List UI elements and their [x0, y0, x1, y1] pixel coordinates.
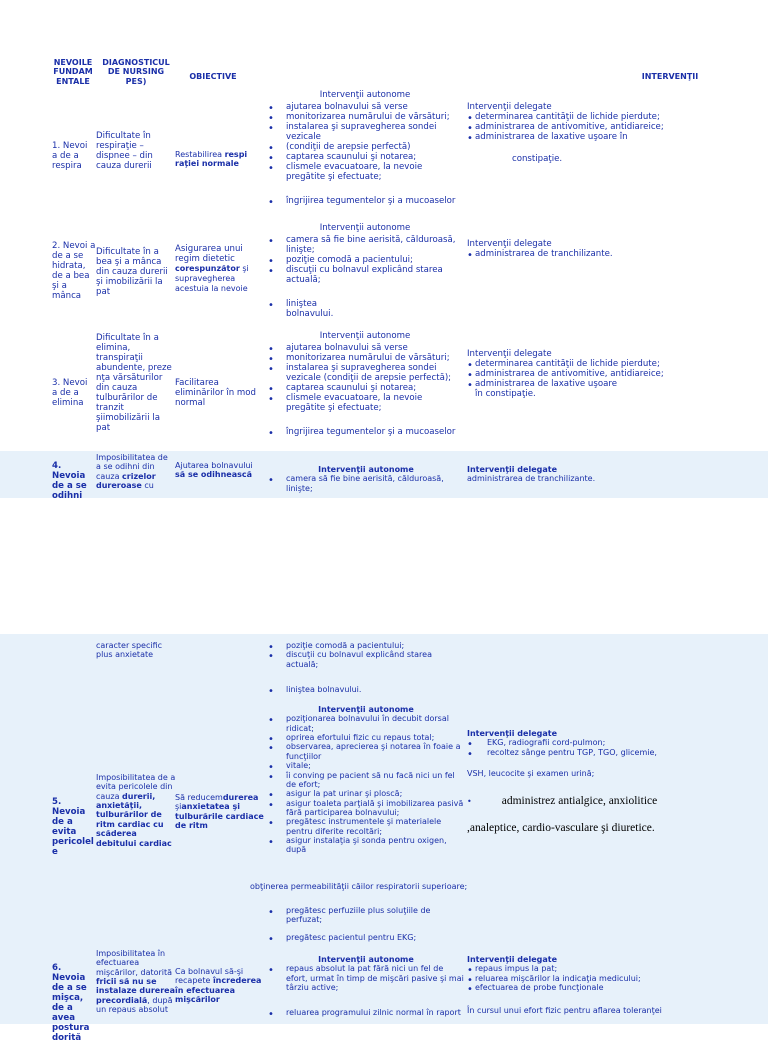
row2-delegated-title: Intervenţii delegate	[467, 239, 552, 249]
list-item: • ajutarea bolnavului să verse	[268, 102, 464, 112]
row4-delegated	[467, 465, 737, 484]
list-item: • (condiţii de arepsie perfectă)	[268, 142, 464, 152]
row5-delegated	[467, 729, 737, 778]
row4-autonomous-title: Intervenţii autonome	[318, 465, 414, 474]
row2-autonomous-title: Intervenţii autonome	[319, 223, 411, 233]
row5-delegated-extra: VSH, leucocite şi examen urină;	[467, 769, 595, 779]
list-item: • instalarea şi supravegherea sondei vezicale	[268, 122, 464, 142]
row5-autonomous-cont: obţinerea permeabilităţii căilor respiratorii superioare;	[250, 882, 468, 891]
row4-autonomous	[268, 465, 464, 493]
list-item: • discuţii cu bolnavul explicând starea actuală;	[268, 650, 464, 669]
list-item: • administrarea de antivomitive, antidiareice;	[467, 122, 737, 132]
row3-diagnosis: Dificultate în a elimina, transpiraţii abundente, preze nţa vărsăturilor din cauza tulburărilor de tranzit şiimobilizării la pat	[96, 333, 172, 434]
list-item: • instalarea şi supravegherea sondei vezicale (condiţii de arepsie perfectă);	[268, 363, 464, 383]
row5-diagnosis: Imposibilitatea de a evita pericolele din cauza durerii, anxietăţii, tulburărilor de ritm cardiac cu scăderea debitului cardiac	[96, 773, 176, 848]
list-item: • monitorizarea numărului de vărsături;	[268, 353, 464, 363]
list-item: • îngrijirea tegumentelor şi a mucoaselor	[268, 196, 464, 206]
list-item: • determinarea cantităţii de lichide pierdute;	[467, 112, 737, 122]
row5-need: 5. Nevoia de a evita pericolel e	[52, 797, 94, 858]
list-item: • discuţii cu bolnavul explicând starea actuală;	[268, 265, 464, 285]
list-item: • vitale;	[268, 761, 464, 770]
row3-need: 3. Nevoi a de a elimina	[52, 378, 88, 409]
row6-diagnosis: Imposibilitatea în efectuarea mişcărilor, datorită fricii să nu se instalaze durerea precordială, după un repaus absolut	[96, 949, 175, 1015]
row2-diagnosis: Dificultate în a bea şi a mânca din cauza durerii şi imobilizării la pat	[96, 247, 168, 298]
row2-autonomous-list	[268, 235, 464, 319]
list-item: • liniştea bolnavului.	[268, 685, 464, 694]
row2-need: 2. Nevoi a de a se hidrata, de a bea şi a mânca	[52, 241, 96, 302]
row6-need: 6. Nevoia de a se mişca, de a avea postura dorită	[52, 963, 90, 1043]
row6-autonomous-title: Intervenţii autonome	[318, 955, 414, 964]
row3-autonomous-title: Intervenţii autonome	[319, 331, 411, 341]
list-item: • îngrijirea tegumentelor şi a mucoaselor	[268, 427, 464, 437]
list-item: • poziţionarea bolnavului în decubit dorsal ridicat;	[268, 714, 464, 733]
list-item: • EKG, radiografii cord-pulmon;	[467, 738, 737, 747]
row5-autonomous	[268, 705, 464, 855]
row1-delegated-title: Intervenţii delegate	[467, 102, 552, 112]
row5-delegated-title: Intervenţii delegate	[467, 729, 557, 738]
header-needs: NEVOILE FUNDAM ENTALE	[53, 58, 93, 86]
list-item: • administrarea de laxative uşoare în constipaţie.	[467, 379, 625, 399]
header-interventions: INTERVENŢII	[641, 72, 699, 81]
list-item: • captarea scaunului şi notarea;	[268, 152, 464, 162]
list-item: • determinarea cantităţii de lichide pierdute;	[467, 359, 737, 369]
list-item: • asigur la pat urinar şi ploscă;	[268, 789, 464, 798]
list-item: • asigur toaleta parţială şi imobilizarea pasivă fără participarea bolnavului;	[268, 799, 464, 818]
row4-delegated-title: Intervenţii delegate	[467, 465, 557, 474]
row4-delegated-text: administrarea de tranchilizante.	[467, 474, 596, 484]
row5-autonomous-more-1	[268, 906, 464, 925]
list-item: • observarea, aprecierea şi notarea în foaie a funcţiilor	[268, 742, 464, 761]
list-item: • captarea scaunului şi notarea;	[268, 383, 464, 393]
list-item: • administrarea de laxative uşoare în	[467, 132, 737, 142]
list-item: • reluarea programului zilnic normal în raport	[268, 1008, 464, 1017]
row4-objective: Ajutarea bolnavului să se odihnească	[175, 461, 253, 480]
row3-delegated	[467, 349, 737, 399]
header-objectives: OBIECTIVE	[189, 72, 237, 81]
list-item: • camera să fie bine aerisită, călduroasă, linişte;	[268, 474, 464, 493]
list-item: • repaus absolut la pat fără nici un fel de efort, urmat în timp de mişcări pasive şi mai târziu active;	[268, 964, 464, 992]
list-item: • liniştea bolnavului.	[268, 299, 346, 319]
list-item: • clismele evacuatoare, la nevoie pregătite şi efectuate;	[268, 162, 464, 182]
row1-autonomous-title: Intervenţii autonome	[319, 90, 411, 100]
row6-delegated	[467, 955, 737, 1016]
list-item: • camera să fie bine aerisită, călduroasă, linişte;	[268, 235, 464, 255]
row5-delegated-serif-1: • administrez antialgice, anxiolitice	[467, 795, 658, 807]
row1-objective: Restabilirea respi raţiei normale	[175, 150, 248, 169]
list-item: • pregătesc perfuziile plus soluţiile de perfuzat;	[268, 906, 464, 925]
row5-delegated-serif-2: ,analeptice, cardio-vasculare şi diuretice.	[467, 822, 655, 834]
row1-delegated	[467, 102, 737, 164]
row2-objective: Asigurarea unui regim dietetic corespunzător şi supravegherea acestuia la nevoie	[175, 244, 249, 294]
row4-need: 4. Nevoia de a se odihni	[52, 461, 87, 502]
row6-autonomous	[268, 955, 464, 1018]
list-item: • repaus impus la pat;	[467, 964, 737, 973]
row4b-autonomous-list	[268, 641, 464, 694]
row1-autonomous-list	[268, 102, 464, 206]
list-item: • poziţie comodă a pacientului;	[268, 641, 464, 650]
row4-diagnosis: Imposibilitatea de a se odihni din cauza crizelor dureroase cu	[96, 453, 168, 491]
header-diagnosis: DIAGNOSTICUL DE NURSING PES)	[102, 58, 170, 86]
list-item: • oprirea efortului fizic cu repaus total;	[268, 733, 464, 742]
row6-objective: Ca bolnavul să-şi recapete încrederea în efectuarea mişcărilor	[175, 967, 262, 1005]
row5-autonomous-more-2	[268, 933, 464, 942]
list-item: • efectuarea de probe funcţionale	[467, 983, 737, 992]
list-item: • administrarea de antivomitive, antidiareice;	[467, 369, 737, 379]
row1-diagnosis: Dificultate în respiraţie – dispnee – din cauza durerii	[96, 131, 153, 172]
list-item: • pregătesc instrumentele şi materialele pentru diferite recoltări;	[268, 817, 464, 836]
list-item: • monitorizarea numărului de vărsături;	[268, 112, 464, 122]
row5-objective: Să reducemdurerea şianxietatea şi tulburările cardiace de ritm	[175, 793, 264, 831]
list-item: • reluarea mişcărilor la indicaţia medicului;	[467, 974, 737, 983]
row6-delegated-extra: În cursul unui efort fizic pentru aflarea toleranţei	[467, 1006, 662, 1016]
row5-autonomous-title: Intervenţii autonome	[318, 705, 414, 714]
list-item: • poziţie comodă a pacientului;	[268, 255, 464, 265]
list-item: • clismele evacuatoare, la nevoie pregătite şi efectuate;	[268, 393, 464, 413]
row6-delegated-title: Intervenţii delegate	[467, 955, 557, 964]
row3-delegated-title: Intervenţii delegate	[467, 349, 552, 359]
row1-need: 1. Nevoi a de a respira	[52, 141, 88, 172]
list-item: • administrarea de tranchilizante.	[467, 249, 737, 259]
list-item: • ajutarea bolnavului să verse	[268, 343, 464, 353]
row1-delegated-extra: constipaţie.	[512, 154, 563, 165]
row2-delegated	[467, 239, 737, 259]
list-item: • recoltez sânge pentru TGP, TGO, glicemie,	[467, 748, 737, 757]
list-item: • asigur instalaţia şi sonda pentru oxigen, după	[268, 836, 464, 855]
list-item: • îi conving pe pacient să nu facă nici un fel de efort;	[268, 771, 464, 790]
row3-objective: Facilitarea eliminărilor în mod normal	[175, 378, 257, 409]
list-item: • pregătesc pacientul pentru EKG;	[268, 933, 464, 942]
row3-autonomous-list	[268, 343, 464, 437]
row4b-diagnosis: caracter specific plus anxietate	[96, 641, 163, 660]
